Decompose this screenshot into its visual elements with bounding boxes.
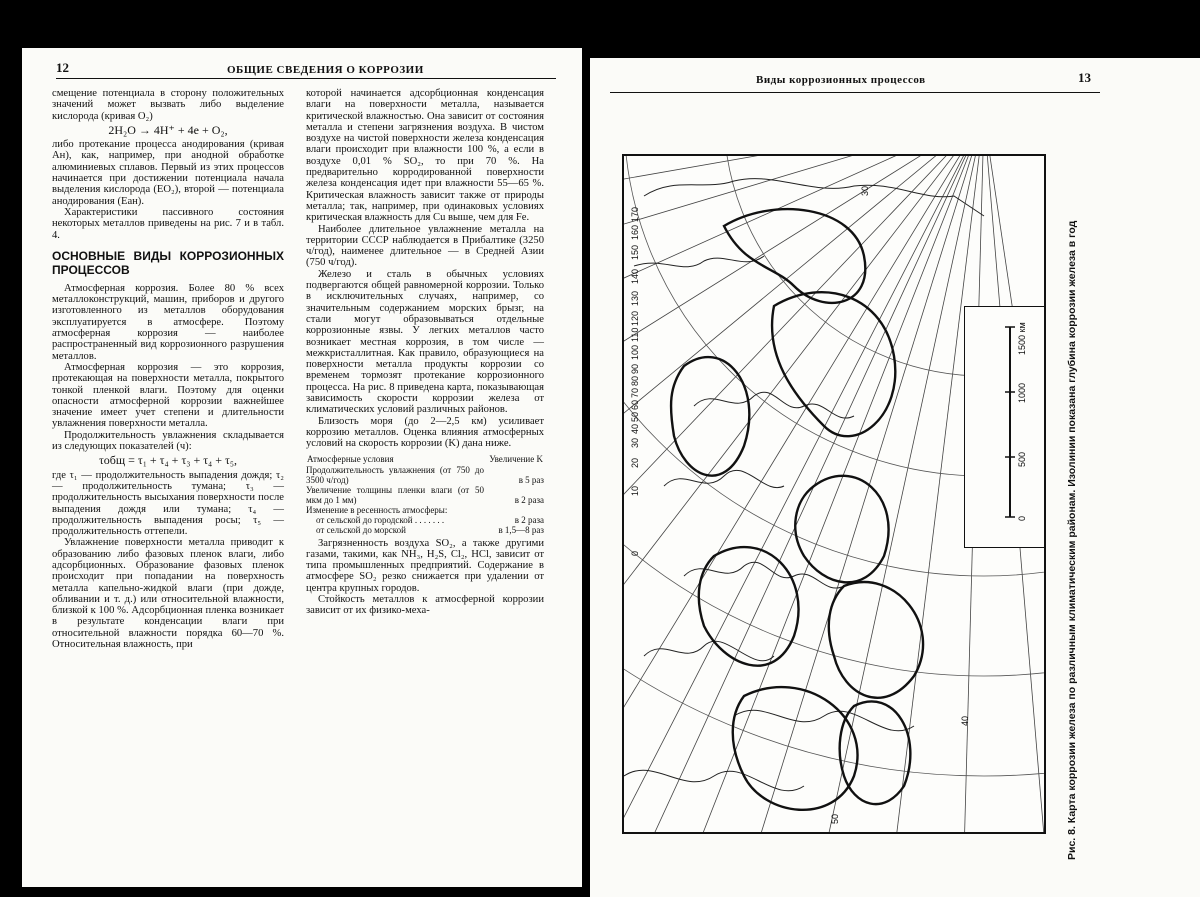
scale-label: 1500 км	[1017, 322, 1027, 355]
latitude-label: 30	[860, 185, 870, 196]
longitude-label: 90	[630, 363, 640, 374]
page-number-left: 12	[56, 60, 69, 75]
table-cell: от сельской до городской . . . . . . .	[316, 514, 445, 525]
table-row	[306, 465, 544, 485]
longitude-label: 140	[630, 268, 640, 284]
header-rule-left	[56, 78, 556, 79]
longitude-label: 110	[630, 327, 640, 342]
longitude-label: 170	[630, 206, 640, 222]
paragraph: либо протекание процесса анодирования (кривая Aн), как, например, при анодной обработке алюминиевых сплавов. Первый из этих процессов начинается при достижении потенциала начала выделения кислорода (EO₂), второй — потенциала анодирования (Eан).	[52, 139, 284, 207]
figure-caption-text: Рис. 8. Карта коррозии железа по различным климатическим районам. Изолинии показана глубина коррозии железа в год	[1066, 220, 1078, 860]
running-head-left: ОБЩИЕ СВЕДЕНИЯ О КОРРОЗИИ	[227, 64, 424, 76]
paragraph: которой начинается адсорбционная конденсация влаги на поверхности металла, называется критической влажностью. Она зависит от состояния металла и степени загрязнения воздуха. В чистом воздухе на чистой поверхности железа конденсация влаги происходит при влажности 100 %, а если в воздухе 0,01 % SO₂, то при 70 %. На предварительно корродированной поверхности железа конденсация идет при влажности 55—65 %. Критическая влажность зависит также от природы металла; так, например, при одинаковых условиях критическая влажность для Cu выше, чем для Fe.	[306, 88, 544, 224]
paragraph: Продолжительность увлажнения складывается из следующих показателей (ч):	[52, 429, 284, 453]
scale-label: 1000	[1017, 382, 1027, 403]
longitude-label: 30	[630, 437, 640, 448]
right-page	[590, 58, 1200, 897]
header-rule-right	[610, 92, 1100, 93]
conditions-table	[306, 453, 544, 535]
latitude-label: 40	[960, 715, 970, 726]
table-cell: в 2 раза	[514, 514, 544, 525]
formula-wetting-time: τобщ = τ₁ + τ₄ + τ₃ + τ₄ + τ₅,	[98, 453, 238, 468]
paragraph: смещение потенциала в сторону положительных значений может вызвать либо выделение кислорода (кривая O₂)	[52, 88, 284, 122]
paragraph: где τ₁ — продолжительность выпадения дождя; τ₂ — продолжительность тумана; τ₃ — продолжительность высыхания поверхности после выпадения дождя или тумана; τ₄ — продолжительность выпадения росы; τ₅ — продолжительность оттепели.	[52, 469, 284, 538]
paragraph: Атмосферная коррозия. Более 80 % всех металлоконструкций, машин, приборов и другого изготовленного из металлов оборудования эксплуатируется в атмосфере. Поэтому атмосферная коррозия — наиболее распространенный вид коррозионного разрушения металлов.	[52, 282, 284, 362]
scale-label: 500	[1017, 451, 1027, 467]
table-row	[306, 525, 544, 535]
longitude-label: 120	[630, 310, 640, 326]
table-row	[306, 505, 544, 515]
scale-label: 0	[1017, 515, 1027, 521]
paragraph: Увлажнение поверхности металла приводит к образованию либо фазовых пленок влаги, либо адсорбционных. Образование фазовых пленок происходит при попадании на поверхность металла капельно-жидкой влаги (при дожде, обливании и т. д.) или относительной влажности, близкой к 100 %. Адсорбционная пленка возникает в результате конденсации влаги при относительной влажности порядка 60—70 %. Относительная влажность, при	[52, 537, 284, 651]
section-heading: ОСНОВНЫЕ ВИДЫ КОРРОЗИОННЫХ ПРОЦЕССОВ	[52, 248, 284, 277]
formula-oxygen: 2H₂O → 4H⁺ + 4e + O₂,	[108, 122, 228, 137]
table-header-conditions: Атмосферные условия	[307, 453, 394, 464]
latitude-label: 50	[830, 813, 840, 824]
figure-caption	[1066, 150, 1098, 860]
table-row	[306, 515, 544, 525]
longitude-label: 150	[630, 244, 640, 260]
longitude-label: 100	[630, 344, 640, 360]
table-cell	[484, 505, 544, 515]
paragraph: Характеристики пассивного состояния некоторых металлов приведены на рис. 7 и в табл. 4.	[52, 206, 284, 241]
paragraph: Стойкость металлов к атмосферной коррозии зависит от их физико-меха-	[306, 593, 544, 617]
paragraph: Загрязненность воздуха SO₂, а также другими газами, такими, как NH₃, H₂S, Cl₂, HCl, зависит от типа промышленных предприятий. Содержание в атмосфере SO₂ резко снижается при удалении от центра крупных городов.	[306, 537, 544, 594]
longitude-label: 60	[630, 399, 640, 410]
longitude-label: 40	[630, 423, 640, 434]
paragraph: Наиболее длительное увлажнение металла на территории СССР наблюдается в Прибалтике (3250 ч/год), наименее длительное — в Средней Азии (750 ч/год).	[306, 223, 544, 269]
longitude-label: 0	[630, 550, 640, 556]
running-head-right: Виды коррозионных процессов	[756, 74, 926, 86]
longitude-label: 130	[630, 290, 640, 306]
left-page	[22, 48, 582, 887]
isolines	[671, 209, 923, 810]
paragraph: Атмосферная коррозия — это коррозия, протекающая на поверхности металла, покрытого тонкой пленкой влаги. Поэтому для оценки опасности атмосферной коррозии важнейшее значение имеет учет степени и длительности увлажнения поверхности металла.	[52, 361, 284, 430]
paragraph: Близость моря (до 2—2,5 км) усиливает коррозию металлов. Оценка влияния атмосферных условий на скорость коррозии (K) дана ниже.	[306, 415, 544, 450]
scale-bar	[964, 306, 1045, 548]
table-header-increase: Увеличение K	[489, 453, 543, 464]
left-column-2	[306, 88, 544, 617]
longitude-label: 50	[630, 411, 640, 422]
longitude-label: 70	[630, 387, 640, 398]
table-row	[306, 485, 544, 505]
table-cell: Изменение в ресенность атмосферы:	[306, 504, 448, 515]
longitude-label: 80	[630, 375, 640, 386]
coastlines	[624, 179, 984, 791]
longitude-label: 10	[630, 485, 640, 496]
corrosion-map	[622, 154, 1046, 834]
table-cell: в 5 раз	[518, 474, 544, 485]
page-number-right: 13	[1078, 70, 1091, 85]
scale-bar-drawing	[965, 307, 1045, 547]
table-cell: в 1,5—8 раз	[498, 524, 544, 535]
table-cell: в 2 раза	[514, 494, 544, 505]
table-cell: от сельской до морской	[316, 524, 406, 535]
longitude-label: 20	[630, 457, 640, 468]
table-cell: Увеличение толщины пленки влаги (от 50 мкм до 1 мм)	[306, 484, 484, 505]
longitude-label: 160	[630, 224, 640, 240]
table-cell: Продолжительность увлажнения (от 750 до 3500 ч/год)	[306, 464, 484, 485]
left-column-1	[52, 88, 284, 650]
paragraph: Железо и сталь в обычных условиях подвергаются общей равномерной коррозии. Только в исключительных случаях, например, со значительным содержанием морских брызг, на стали могут образовываться отдельные коррозионные язвы. У легких металлов часто возникает местная коррозия, в том числе — межкристаллитная. Как правило, образующиеся на поверхности металла продукты коррозии со временем тормозят протекание коррозионного процесса. На рис. 8 приведена карта, показывающая зависимость скорости коррозии железа от климатических условий различных районов.	[306, 268, 544, 416]
